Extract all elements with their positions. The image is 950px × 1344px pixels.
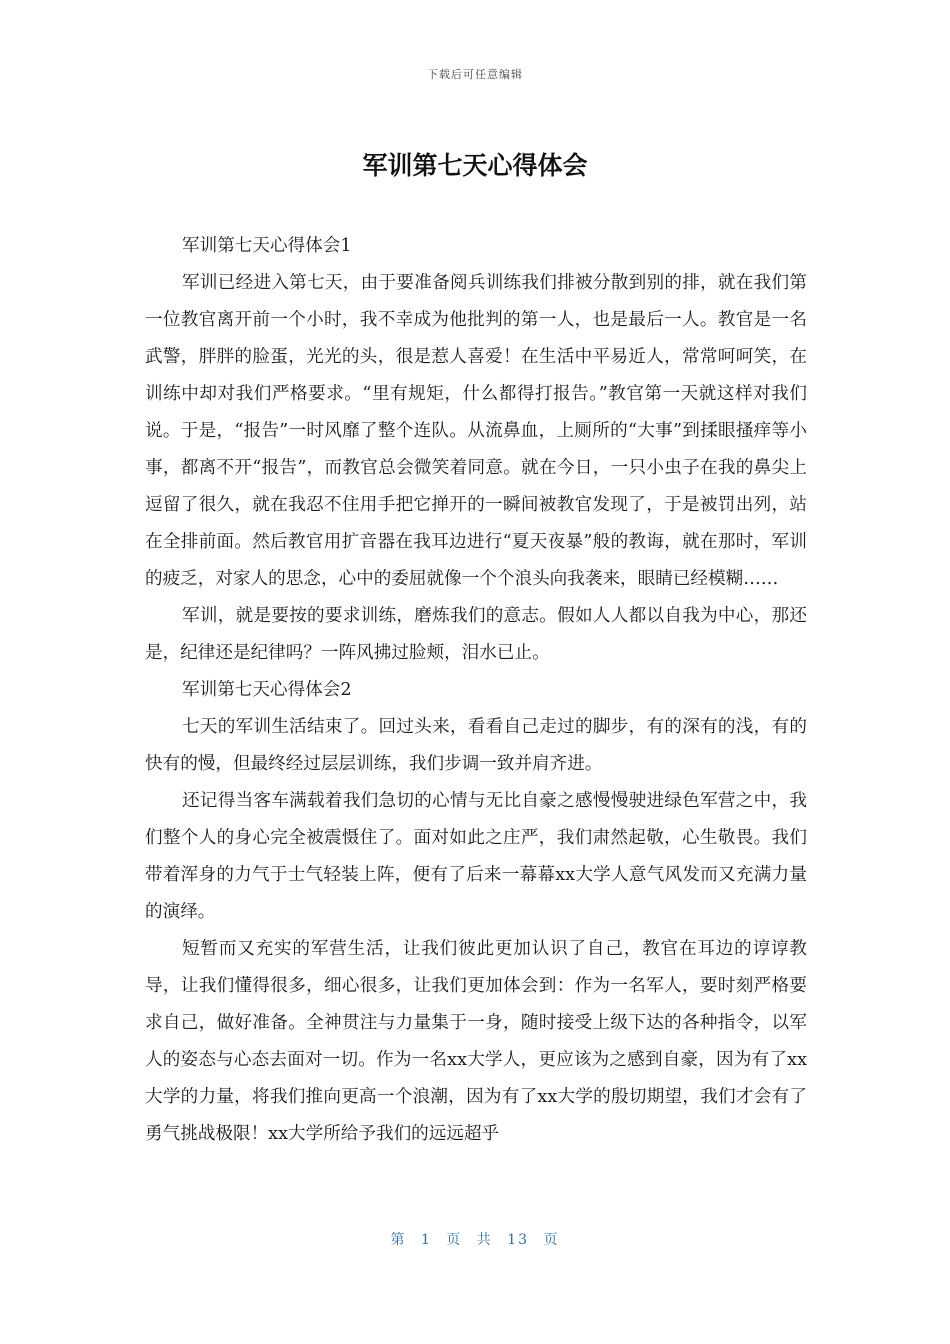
paragraph: 七天的军训生活结束了。回过头来，看看自己走过的脚步，有的深有的浅，有的快有的慢，但最终经过层层训练，我们步调一致并肩齐进。: [145, 717, 807, 774]
page-number-footer: 第 1 页 共 13 页: [390, 1232, 560, 1248]
document-body: [145, 228, 807, 1153]
paragraph: 还记得当客车满载着我们急切的心情与无比自豪之感慢慢驶进绿色军营之中，我们整个人的身心完全被震慑住了。面对如此之庄严，我们肃然起敬，心生敬畏。我们带着浑身的力气于士气轻装上阵，便有了后来一幕幕xx大学人意气风发而又充满力量的演绎。: [145, 791, 807, 922]
section-heading-2: 军训第七天心得体会2: [182, 680, 352, 700]
header-note: 下载后可任意编辑: [427, 68, 523, 81]
paragraph: 军训已经进入第七天，由于要准备阅兵训练我们排被分散到别的排，就在我们第一位教官离开前一个小时，我不幸成为他批判的第一人，也是最后一人。教官是一名武警，胖胖的脸蛋，光光的头，很是惹人喜爱！在生活中平易近人，常常呵呵笑，在训练中却对我们严格要求。“里有规矩，什么都得打报告。”教官第一天就这样对我们说。于是，“报告”一时风靡了整个连队。从流鼻血，上厕所的“大事”到揉眼搔痒等小事，都离不开“报告”，而教官总会微笑着同意。就在今日，一只小虫子在我的鼻尖上逗留了很久，就在我忍不住用手把它掸开的一瞬间被教官发现了，于是被罚出列，站在全排前面。然后教官用扩音器在我耳边进行“夏天夜暴”般的教诲，就在那时，军训的疲乏，对家人的思念，心中的委屈就像一个个浪头向我袭来，眼睛已经模糊……: [145, 273, 807, 589]
document-title: 军训第七天心得体会: [362, 151, 588, 180]
section-heading-1: 军训第七天心得体会1: [182, 236, 352, 256]
paragraph: 短暂而又充实的军营生活，让我们彼此更加认识了自己，教官在耳边的谆谆教导，让我们懂得很多，细心很多，让我们更加体会到：作为一名军人，要时刻严格要求自己，做好准备。全神贯注与力量集于一身，随时接受上级下达的各种指令，以军人的姿态与心态去面对一切。作为一名xx大学人，更应该为之感到自豪，因为有了xx大学的力量，将我们推向更高一个浪潮，因为有了xx大学的殷切期望，我们才会有了勇气挑战极限！xx大学所给予我们的远远超乎: [145, 939, 807, 1144]
paragraph: 军训，就是要按的要求训练，磨炼我们的意志。假如人人都以自我为中心，那还是，纪律还是纪律吗？一阵风拂过脸颊，泪水已止。: [145, 606, 807, 663]
